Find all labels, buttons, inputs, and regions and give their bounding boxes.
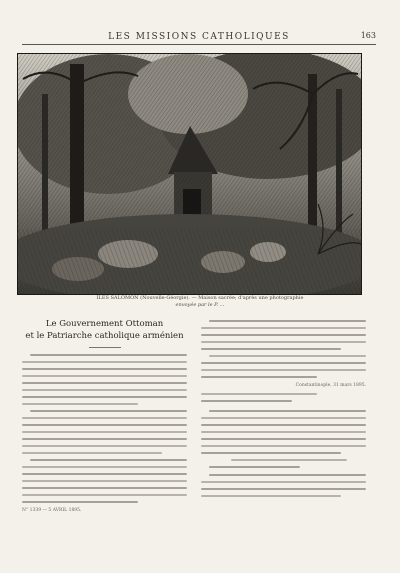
- right-column: [201, 310, 366, 502]
- body-text-line: [201, 369, 366, 371]
- body-text-line: [201, 452, 341, 454]
- body-text-line: [22, 382, 187, 384]
- body-text-line: [30, 354, 187, 356]
- jungle-hut-engraving: [18, 54, 361, 294]
- body-text-line: [22, 445, 187, 447]
- body-text-line: [201, 417, 366, 419]
- body-text-line: [201, 445, 366, 447]
- body-text-line: [22, 389, 187, 391]
- body-text-line: [201, 488, 366, 490]
- body-text-line: [201, 424, 366, 426]
- date-note: Constantinople, 31 mars 1895.: [295, 383, 366, 388]
- body-text-line: [201, 327, 366, 329]
- body-text-line: [22, 480, 187, 482]
- body-text-line: [209, 320, 366, 322]
- body-text-line: [22, 473, 187, 475]
- caption-line-1: ILES SALOMON (Nouvelle-Géorgie). — Maison sacrée; d'après une photographie: [96, 295, 304, 301]
- body-text-line: [22, 501, 138, 503]
- body-text-line: [209, 410, 366, 412]
- body-text-line: [201, 431, 366, 433]
- body-text-line: [201, 438, 366, 440]
- headline-line-2: et le Patriarche catholique arménien: [25, 331, 184, 341]
- body-text-line: [30, 410, 187, 412]
- body-text-line: [201, 481, 366, 483]
- body-text-line: [22, 438, 187, 440]
- article-headline: [22, 318, 187, 342]
- body-text-line: [22, 431, 187, 433]
- body-text-line: [201, 376, 317, 378]
- body-text-line: [201, 348, 341, 350]
- body-text-line: [209, 355, 366, 357]
- figure-caption: [50, 295, 350, 309]
- body-text-line: [201, 400, 292, 402]
- body-text-line: [22, 417, 187, 419]
- body-text-line: [22, 424, 187, 426]
- body-text-line: [22, 368, 187, 370]
- body-text-line: [201, 362, 366, 364]
- body-text-line: [209, 474, 366, 476]
- left-column: [22, 310, 187, 513]
- body-text-line: [22, 361, 187, 363]
- body-text-line: [30, 459, 187, 461]
- body-text-line: [201, 495, 341, 497]
- publication-title: LES MISSIONS CATHOLIQUES: [108, 32, 290, 42]
- issue-footer: N° 1339 — 5 AVRIL 1895.: [22, 508, 82, 513]
- running-header: [22, 30, 376, 45]
- headline-rule: [89, 347, 121, 348]
- engraving-illustration: [17, 53, 362, 295]
- body-text-line: [22, 466, 187, 468]
- body-text-line: [201, 334, 366, 336]
- body-text-line: [22, 375, 187, 377]
- body-text-line: [22, 487, 187, 489]
- body-text-line: [22, 452, 162, 454]
- body-text-line: [209, 466, 300, 468]
- body-text-line: [231, 459, 347, 461]
- body-text-line: [22, 403, 138, 405]
- caption-line-2: envoyée par le P. ...: [175, 302, 225, 308]
- body-text-line: [22, 396, 187, 398]
- page-number: 163: [360, 31, 376, 40]
- body-text-line: [22, 494, 187, 496]
- body-text-line: [201, 393, 317, 395]
- headline-line-1: Le Gouvernement Ottoman: [45, 319, 164, 329]
- body-text-line: [201, 341, 366, 343]
